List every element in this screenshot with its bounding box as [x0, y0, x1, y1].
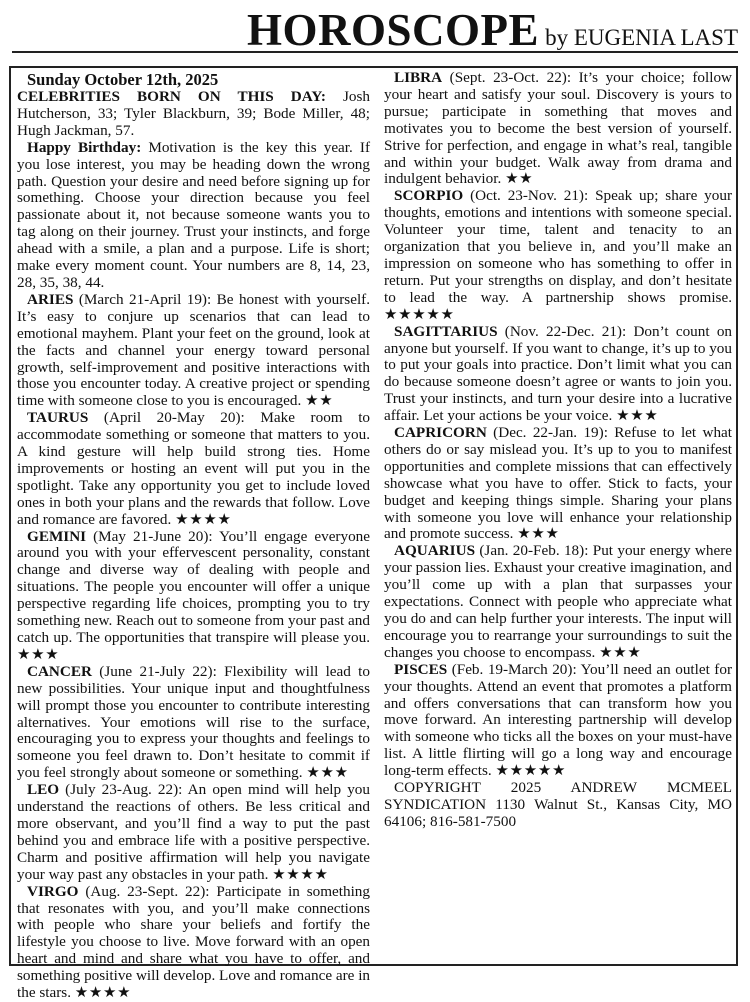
sign-name: AQUARIUS [394, 542, 476, 560]
sign-name: VIRGO [27, 882, 79, 900]
sign-name: SCORPIO [394, 187, 464, 205]
star-rating: ★★★★ [272, 865, 329, 883]
star-rating: ★★★ [599, 643, 642, 661]
star-rating: ★★★ [17, 645, 60, 663]
sign-entry-pisces [384, 662, 732, 780]
header-rule [12, 51, 738, 53]
star-rating: ★★★★ [175, 510, 232, 528]
byline: by EUGENIA LAST [545, 25, 738, 50]
sign-text: Make room to accommodate something or someone that matters to you. A kind gesture will help build strong ties. Home improvements or hosting an event will put you in the spotlight. Take any opportunity you get to include loved ones in both your plans and the rewards that follow. Love and romance are favored. [17, 409, 371, 528]
sign-dates: (Oct. 23-Nov. 21): [470, 187, 589, 205]
celebrities-text: Josh Hutcherson, 33; Tyler Blackburn, 39; Bode Miller, 48; Hugh Jackman, 57. [17, 88, 370, 139]
birthday-text: Motivation is the key this year. If you lose interest, you may be heading down the wrong path. Question your desire and need before signing up for something. Choose your direction because you feel passionate about it, not because someone wants you to tag along on their journey. Trust your instincts, and forge ahead with a smile, a plan and a purpose. Life is short; make every moment count. Your numbers are 8, 14, 23, 28, 35, 38, 44. [17, 138, 370, 291]
sign-name: PISCES [394, 660, 448, 678]
sign-entry-cancer [17, 664, 370, 782]
date-heading: Sunday October 12th, 2025 [27, 70, 219, 89]
sign-entry-taurus [17, 410, 370, 528]
sign-text: Be honest with yourself. It’s easy to conjure up scenarios that can lead to emotional mayhem. Plant your feet on the ground, look at the facts and channel your energy toward personal growth, self-improvement and positive interactions with those you encounter today. A creative project or spending time with someone close to you is encouraged. [17, 290, 371, 410]
sign-dates: (Jan. 20-Feb. 18): [479, 542, 589, 560]
sign-dates: (Aug. 23-Sept. 22): [85, 882, 210, 900]
sign-text: You’ll need an outlet for your thoughts. Attend an event that promotes a platform and offers conversations that can transform how you move forward. An interesting partnership will develop with someone who ticks all the boxes on your must-have list. A little flirting will go a long way and encourage long-term effects. [384, 660, 733, 780]
sign-dates: (June 21-July 22): [99, 662, 217, 680]
birthday-label: Happy Birthday: [27, 138, 142, 156]
sign-text: Refuse to let what others do or say mislead you. It’s up to you to manifest opportunities and complete missions that can effectively showcase what you have to offer. Stick to facts, your budget and keeping things simple. Sharing your plans with someone you love will enhance your relationship and promote success. [384, 424, 733, 543]
sign-entry-capricorn [384, 425, 732, 543]
sign-entry-scorpio [384, 188, 732, 323]
star-rating: ★★★★★ [495, 762, 567, 780]
sign-text: You’ll engage everyone around you with your effervescent personality, constant change and diverse way of dealing with people and situations. The people you encounter will offer a unique perspective regarding life choices, prompting you to try something new. Reach out to someone from your past and catch up. The opportunities that transpire will please you. [17, 527, 371, 646]
sign-dates: (Nov. 22-Dec. 21): [504, 322, 627, 340]
sign-dates: (March 21-April 19): [78, 290, 212, 308]
sign-name: ARIES [27, 290, 74, 308]
right-column [384, 70, 732, 962]
sign-entry-virgo [17, 884, 370, 1002]
sign-dates: (Feb. 19-March 20): [451, 660, 577, 678]
sign-entry-sagittarius [384, 324, 732, 425]
sign-entry-leo [17, 782, 370, 883]
left-column [17, 70, 371, 1002]
sign-text: An open mind will help you understand the reactions of others. Be less critical and more observant, and you’ll find a way to put the past behind you and embrace life with a positive perspective. Charm and positive affirmation will help you navigate your way past any obstacles in your path. [17, 781, 370, 883]
sign-text: Put your energy where your passion lies. Exhaust your creative imagination, and you’ll come up with a plan that surpasses your expectations. Connect with people who appreciate what you do and can help further your interests. The input will encourage you to rearrange your surroundings to suit the changes you choose to encompass. [384, 542, 733, 661]
star-rating: ★★★ [616, 407, 659, 425]
sign-name: SAGITTARIUS [394, 322, 498, 340]
sign-name: CANCER [27, 662, 92, 680]
masthead [12, 4, 738, 55]
sign-text: It’s your choice; follow your heart and satisfy your soul. Discovery is yours to pursue; participate in something that moves and motivates you to become the best version of yourself. Strive for perfection, and engage in what’s real, tangible and within your budget. Walk away from drama and indulgent behavior. [384, 69, 733, 188]
sign-entry-gemini [17, 529, 370, 664]
copyright-notice: COPYRIGHT 2025 ANDREW MCMEEL SYNDICATION 1130 Walnut St., Kansas City, MO 64106; 816-581-7500 [384, 779, 732, 830]
sign-name: LEO [27, 781, 60, 799]
star-rating: ★★ [505, 170, 534, 188]
sign-entry-libra [384, 70, 732, 188]
sign-dates: (Dec. 22-Jan. 19): [493, 424, 608, 442]
star-rating: ★★ [305, 392, 334, 410]
sign-entry-aquarius [384, 543, 732, 661]
sign-dates: (May 21-June 20): [93, 527, 213, 545]
sign-name: LIBRA [394, 69, 443, 86]
sign-name: CAPRICORN [394, 424, 487, 442]
sign-dates: (April 20-May 20): [103, 409, 245, 427]
star-rating: ★★★ [517, 525, 560, 543]
star-rating: ★★★★ [74, 984, 132, 1002]
celebrities-paragraph [17, 89, 370, 140]
sign-text: Flexibility will lead to new possibilities. Your unique input and thoughtfulness will prompt those you encounter to contribute interesting alternatives. Your emotions will rise to the surface, encouraging you to express your thoughts and feelings to someone you feel drawn to. Don’t hesitate to commit if you feel strongly about someone or something. [17, 662, 370, 782]
sign-name: TAURUS [27, 409, 89, 427]
sign-text: Speak up; share your thoughts, emotions and intentions with someone special. Volunteer your time, talent and tenacity to an organization that you believe in, and you’ll make an impression on someone who has something to offer in return. Put your strengths on display, and don’t hesitate to lead the way. A partnership shows promise. [384, 187, 733, 306]
star-rating: ★★★ [306, 764, 349, 782]
sign-name: GEMINI [27, 527, 87, 545]
sign-text: Participate in something that resonates with you, and you’ll make connections with people who share your beliefs and fortify the lifestyle you choose to live. Move forward with an open heart and mind and share what you have to offer, and something positive will develop. Love and romance are in the stars. [17, 882, 371, 1002]
birthday-paragraph [17, 140, 370, 292]
sign-dates: (Sept. 23-Oct. 22): [449, 69, 572, 86]
sign-text: Don’t count on anyone but yourself. If you want to change, it’s up to you to put your goals into practice. Don’t limit what you can do because someone doesn’t agree or wants to join you. Trust your instincts, and turn your desire into a lucrative affair. Let your actions be your voice. [384, 322, 733, 425]
star-rating: ★★★★★ [384, 305, 455, 323]
celebrities-label: CELEBRITIES BORN ON THIS DAY: [17, 88, 326, 105]
page-title: HOROSCOPE [247, 5, 540, 55]
sign-dates: (July 23-Aug. 22): [65, 781, 183, 799]
sign-entry-aries [17, 292, 370, 410]
